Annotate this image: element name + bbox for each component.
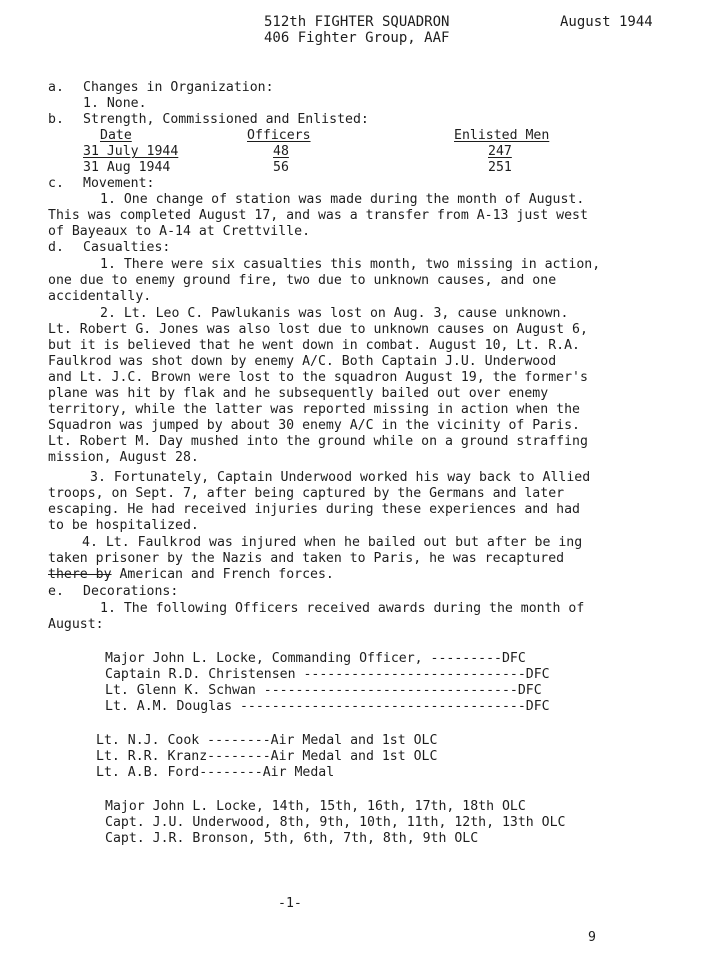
section-a-item: 1. None. bbox=[83, 96, 147, 111]
text-line: 1. One change of station was made during the month of August. bbox=[100, 192, 585, 207]
award-line: Lt. A.B. Ford--------Air Medal bbox=[96, 765, 335, 780]
text-line: taken prisoner by the Nazis and taken to Paris, he was recaptured bbox=[48, 551, 565, 566]
row-date: 31 Aug 1944 bbox=[83, 160, 171, 175]
award-line: Lt. Glenn K. Schwan --------------------------------DFC bbox=[105, 683, 542, 698]
text-line: 4. Lt. Faulkrod was injured when he bailed out but after be ing bbox=[82, 535, 583, 550]
text-line: 1. The following Officers received awards during the month of bbox=[100, 601, 585, 616]
text-line: plane was hit by flak and he subsequently bailed out over enemy bbox=[48, 386, 549, 401]
document-date: August 1944 bbox=[560, 14, 653, 30]
award-line: Lt. R.R. Kranz--------Air Medal and 1st OLC bbox=[96, 749, 438, 764]
award-line: Lt. A.M. Douglas ------------------------------------DFC bbox=[105, 699, 550, 714]
section-a-title: Changes in Organization: bbox=[83, 80, 274, 95]
text-line: 3. Fortunately, Captain Underwood worked his way back to Allied bbox=[90, 470, 591, 485]
award-line: Lt. N.J. Cook --------Air Medal and 1st OLC bbox=[96, 733, 438, 748]
section-c-label: c. bbox=[48, 176, 64, 191]
col-header-officers: Officers bbox=[247, 128, 311, 143]
text-line bbox=[48, 567, 334, 583]
group-title: 406 Fighter Group, AAF bbox=[264, 30, 450, 46]
text-line: mission, August 28. bbox=[48, 450, 199, 465]
section-e-title: Decorations: bbox=[83, 584, 179, 599]
section-e-label: e. bbox=[48, 584, 64, 599]
text-line: but it is believed that he went down in combat. August 10, Lt. R.A. bbox=[48, 338, 580, 353]
text-line: August: bbox=[48, 617, 104, 632]
col-header-date: Date bbox=[100, 128, 132, 143]
squadron-title: 512th FIGHTER SQUADRON bbox=[264, 14, 450, 30]
text-line: to be hospitalized. bbox=[48, 518, 199, 533]
section-b-label: b. bbox=[48, 112, 64, 127]
col-header-enlisted: Enlisted Men bbox=[454, 128, 550, 143]
award-line: Major John L. Locke, 14th, 15th, 16th, 17th, 18th OLC bbox=[105, 799, 526, 814]
text-fragment: American and French forces. bbox=[111, 567, 334, 582]
page-label: -1- bbox=[278, 896, 302, 911]
row-date: 31 July 1944 bbox=[83, 144, 179, 159]
award-line: Capt. J.U. Underwood, 8th, 9th, 10th, 11th, 12th, 13th OLC bbox=[105, 815, 566, 830]
text-line: 2. Lt. Leo C. Pawlukanis was lost on Aug. 3, cause unknown. bbox=[100, 306, 569, 321]
award-line: Capt. J.R. Bronson, 5th, 6th, 7th, 8th, 9th OLC bbox=[105, 831, 479, 846]
text-line: escaping. He had received injuries during these experiences and had bbox=[48, 502, 580, 517]
row-officers: 48 bbox=[273, 144, 289, 159]
text-line: accidentally. bbox=[48, 289, 152, 304]
text-line: troops, on Sept. 7, after being captured by the Germans and later bbox=[48, 486, 565, 501]
section-a-label: a. bbox=[48, 80, 64, 95]
section-d-label: d. bbox=[48, 240, 64, 255]
award-line: Major John L. Locke, Commanding Officer, ---------DFC bbox=[105, 651, 526, 666]
page-number: 9 bbox=[588, 930, 596, 945]
text-line: Lt. Robert M. Day mushed into the ground while on a ground straffing bbox=[48, 434, 588, 449]
row-enlisted: 247 bbox=[488, 144, 512, 159]
text-line: territory, while the latter was reported missing in action when the bbox=[48, 402, 580, 417]
section-d-title: Casualties: bbox=[83, 240, 171, 255]
text-line: 1. There were six casualties this month, two missing in action, bbox=[100, 257, 601, 272]
section-c-title: Movement: bbox=[83, 176, 155, 191]
struck-text: there by bbox=[48, 567, 112, 582]
text-line: of Bayeaux to A-14 at Crettville. bbox=[48, 224, 311, 239]
award-line: Captain R.D. Christensen ----------------------------DFC bbox=[105, 667, 550, 682]
text-line: and Lt. J.C. Brown were lost to the squadron August 19, the former's bbox=[48, 370, 588, 385]
text-line: Squadron was jumped by about 30 enemy A/C in the vicinity of Paris. bbox=[48, 418, 580, 433]
text-line: This was completed August 17, and was a transfer from A-13 just west bbox=[48, 208, 588, 223]
text-line: one due to enemy ground fire, two due to unknown causes, and one bbox=[48, 273, 557, 288]
text-line: Lt. Robert G. Jones was also lost due to unknown causes on August 6, bbox=[48, 322, 588, 337]
text-line: Faulkrod was shot down by enemy A/C. Both Captain J.U. Underwood bbox=[48, 354, 557, 369]
row-enlisted: 251 bbox=[488, 160, 512, 175]
row-officers: 56 bbox=[273, 160, 289, 175]
section-b-title: Strength, Commissioned and Enlisted: bbox=[83, 112, 369, 127]
